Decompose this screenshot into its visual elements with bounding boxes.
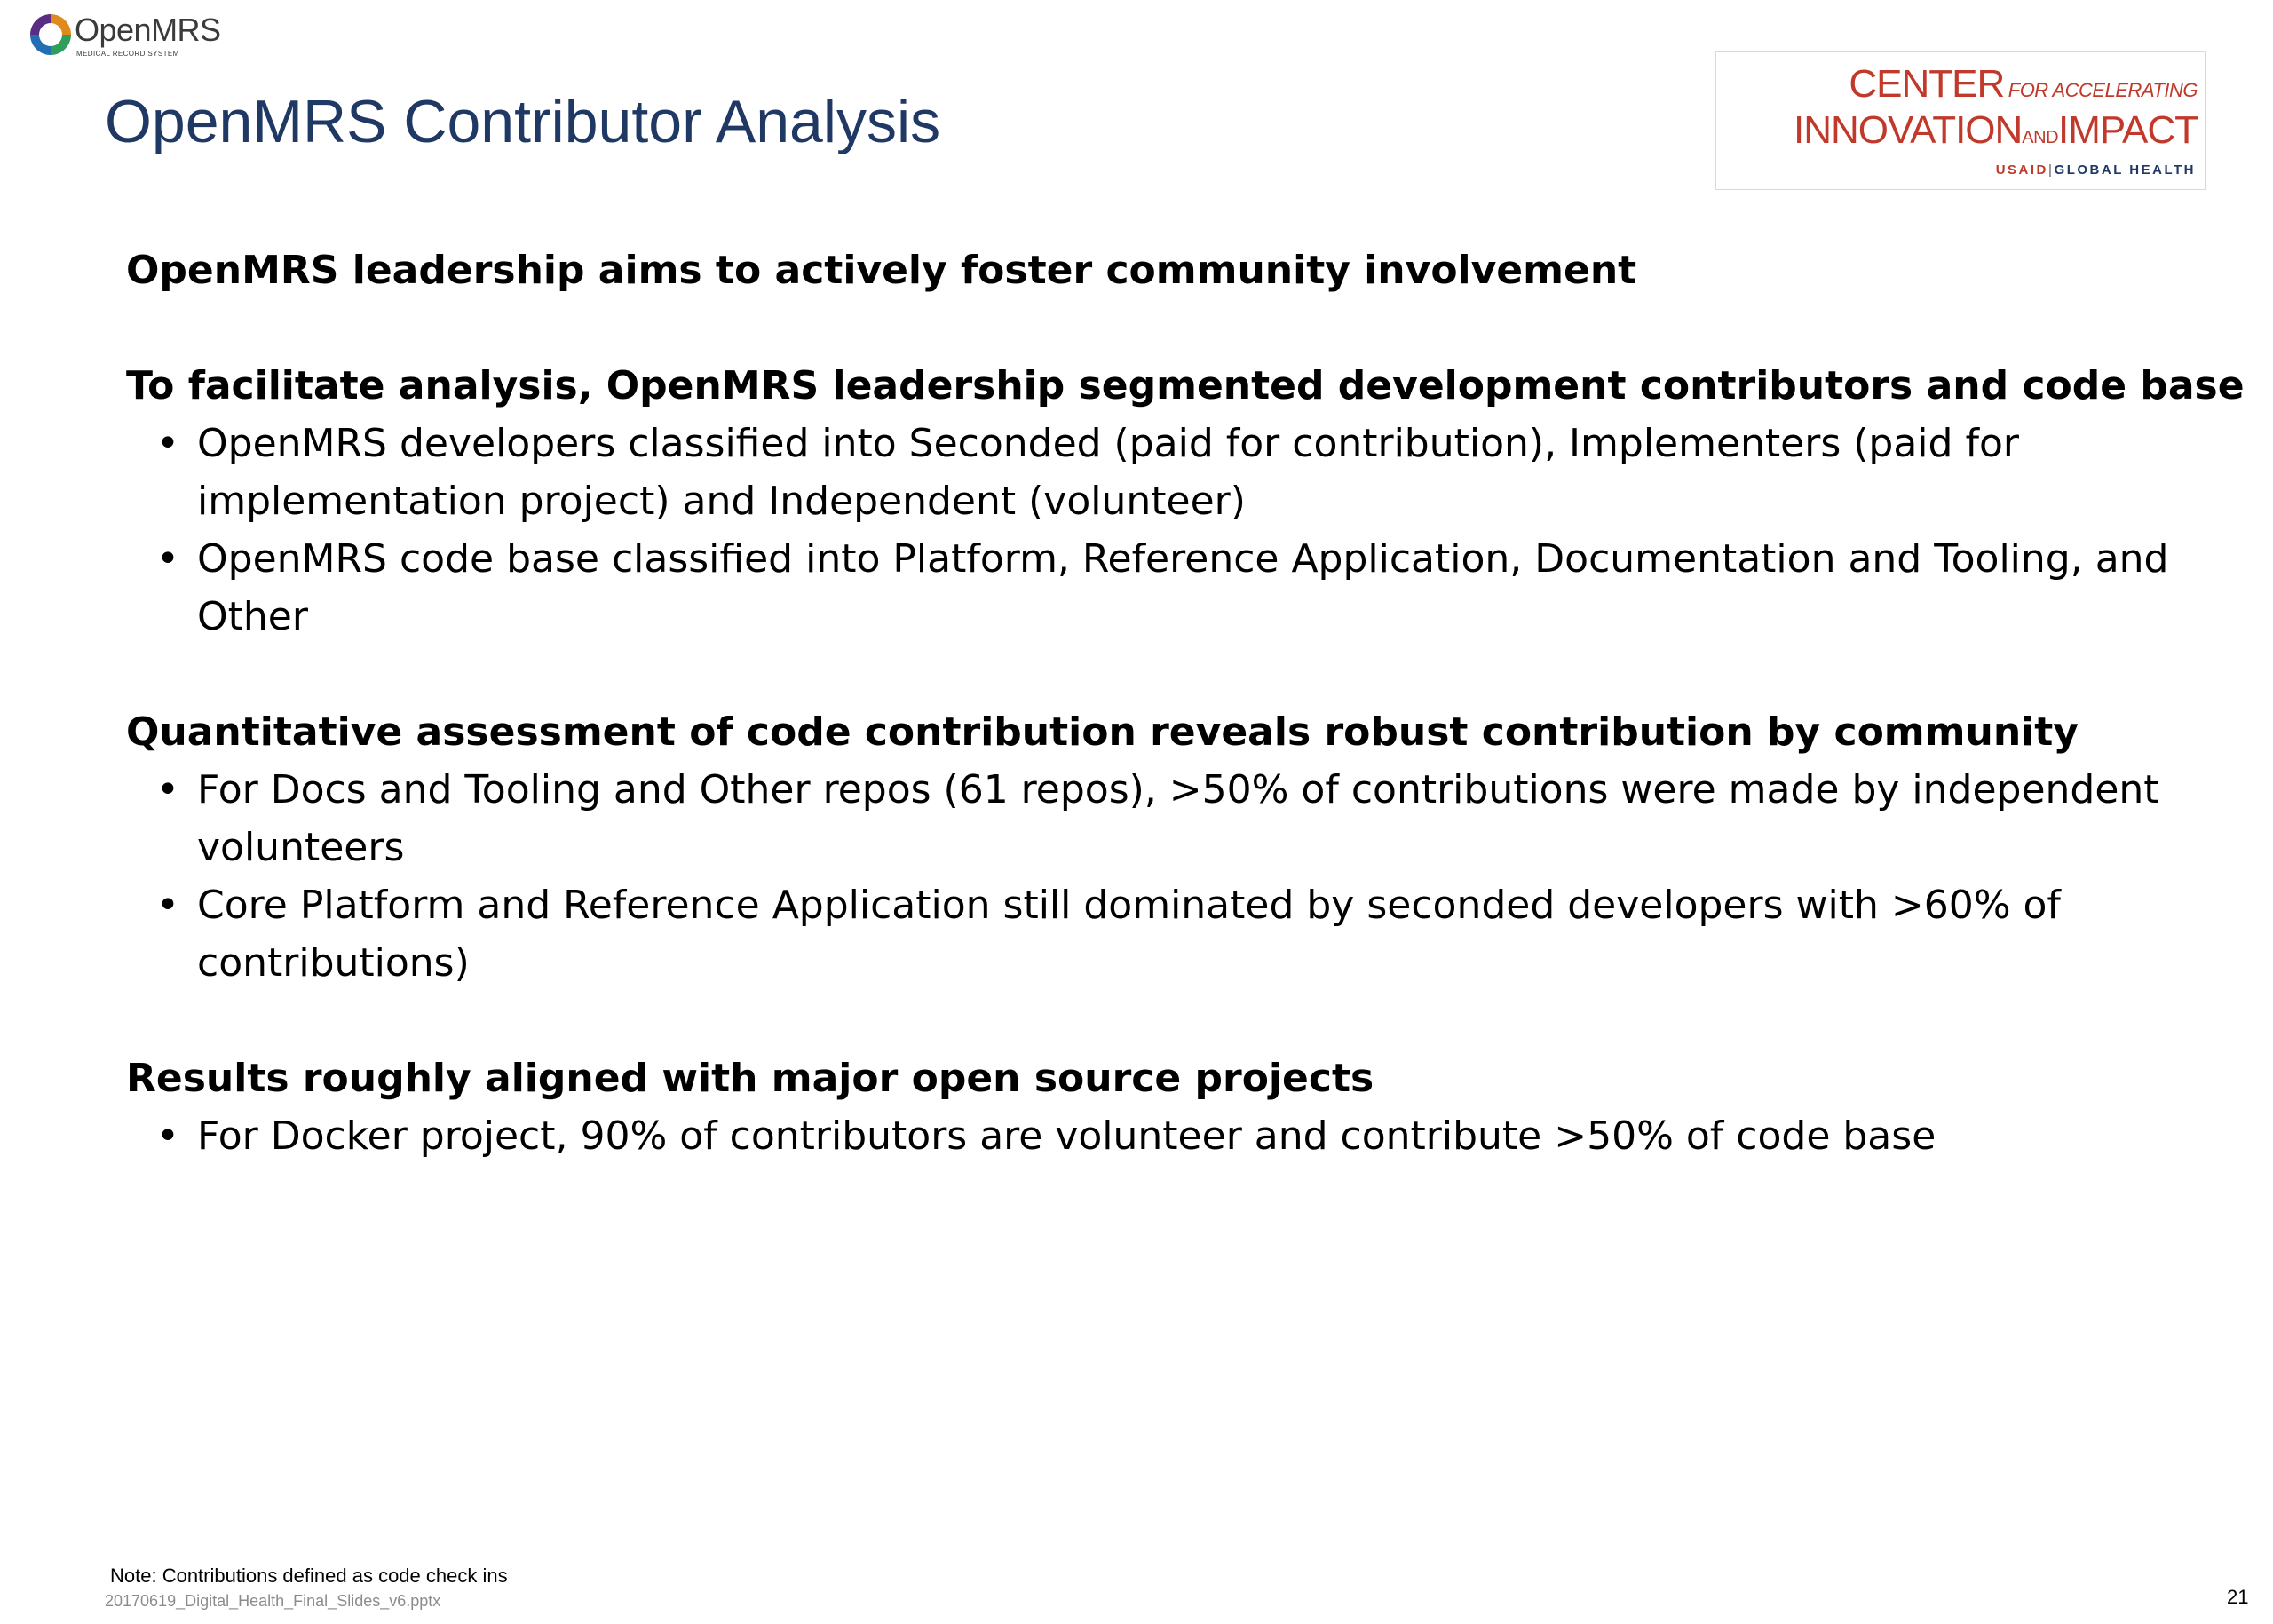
center-for-accelerating-innovation-logo bbox=[1715, 51, 2206, 190]
bullet-text: implementation project) and Independent (volunteer) bbox=[197, 479, 1246, 524]
bullet-icon: • bbox=[156, 1113, 179, 1159]
bullet-text: OpenMRS developers classified into Seconded (paid for contribution), Implementers (paid for bbox=[197, 421, 2019, 466]
bullet-list bbox=[126, 415, 2195, 646]
bullet-text: contributions) bbox=[197, 940, 470, 986]
caii-logo-line-1: CENTER FOR ACCELERATING bbox=[1849, 62, 2198, 106]
bullet-item bbox=[126, 1107, 2195, 1165]
section-heading: Results roughly aligned with major open source projects bbox=[126, 1056, 1374, 1101]
bullet-icon: • bbox=[156, 883, 179, 928]
caii-logo-line-3: USAID|GLOBAL HEALTH bbox=[1995, 162, 2196, 178]
bullet-icon: • bbox=[156, 536, 179, 582]
caii-logo-line-2: INNOVATIONANDIMPACT bbox=[1794, 108, 2198, 152]
openmrs-logo-mark-icon bbox=[25, 9, 76, 60]
bullet-text: Core Platform and Reference Application still dominated by seconded developers with >60% of bbox=[197, 883, 2061, 928]
slide-title: OpenMRS Contributor Analysis bbox=[105, 88, 941, 155]
bullet-text: For Docker project, 90% of contributors are volunteer and contribute >50% of code base bbox=[197, 1113, 1936, 1159]
bullet-item bbox=[126, 876, 2195, 992]
openmrs-logo bbox=[25, 9, 238, 64]
section-heading: To facilitate analysis, OpenMRS leadership segmented development contributors and code base bbox=[126, 363, 2245, 408]
openmrs-wordmark: OpenMRS bbox=[75, 12, 221, 48]
page-number: 21 bbox=[2227, 1586, 2249, 1608]
slide-body bbox=[126, 242, 2245, 1165]
bullet-icon: • bbox=[156, 421, 179, 466]
openmrs-tagline: MEDICAL RECORD SYSTEM bbox=[76, 50, 179, 58]
bullet-text: For Docs and Tooling and Other repos (61 repos), >50% of contributions were made by independent bbox=[197, 767, 2159, 812]
bullet-text: Other bbox=[197, 594, 308, 639]
bullet-text: volunteers bbox=[197, 825, 405, 870]
footnote: Note: Contributions defined as code check ins bbox=[110, 1565, 508, 1587]
bullet-list bbox=[126, 1107, 2195, 1165]
bullet-icon: • bbox=[156, 767, 179, 812]
file-name: 20170619_Digital_Health_Final_Slides_v6.pptx bbox=[105, 1592, 441, 1610]
section-heading: Quantitative assessment of code contribution reveals robust contribution by community bbox=[126, 709, 2079, 755]
section-heading: OpenMRS leadership aims to actively foster community involvement bbox=[126, 248, 1637, 293]
bullet-text: OpenMRS code base classified into Platform, Reference Application, Documentation and Tooling, and bbox=[197, 536, 2169, 582]
bullet-list bbox=[126, 761, 2195, 992]
bullet-item bbox=[126, 530, 2195, 646]
bullet-item bbox=[126, 415, 2195, 530]
bullet-item bbox=[126, 761, 2195, 876]
